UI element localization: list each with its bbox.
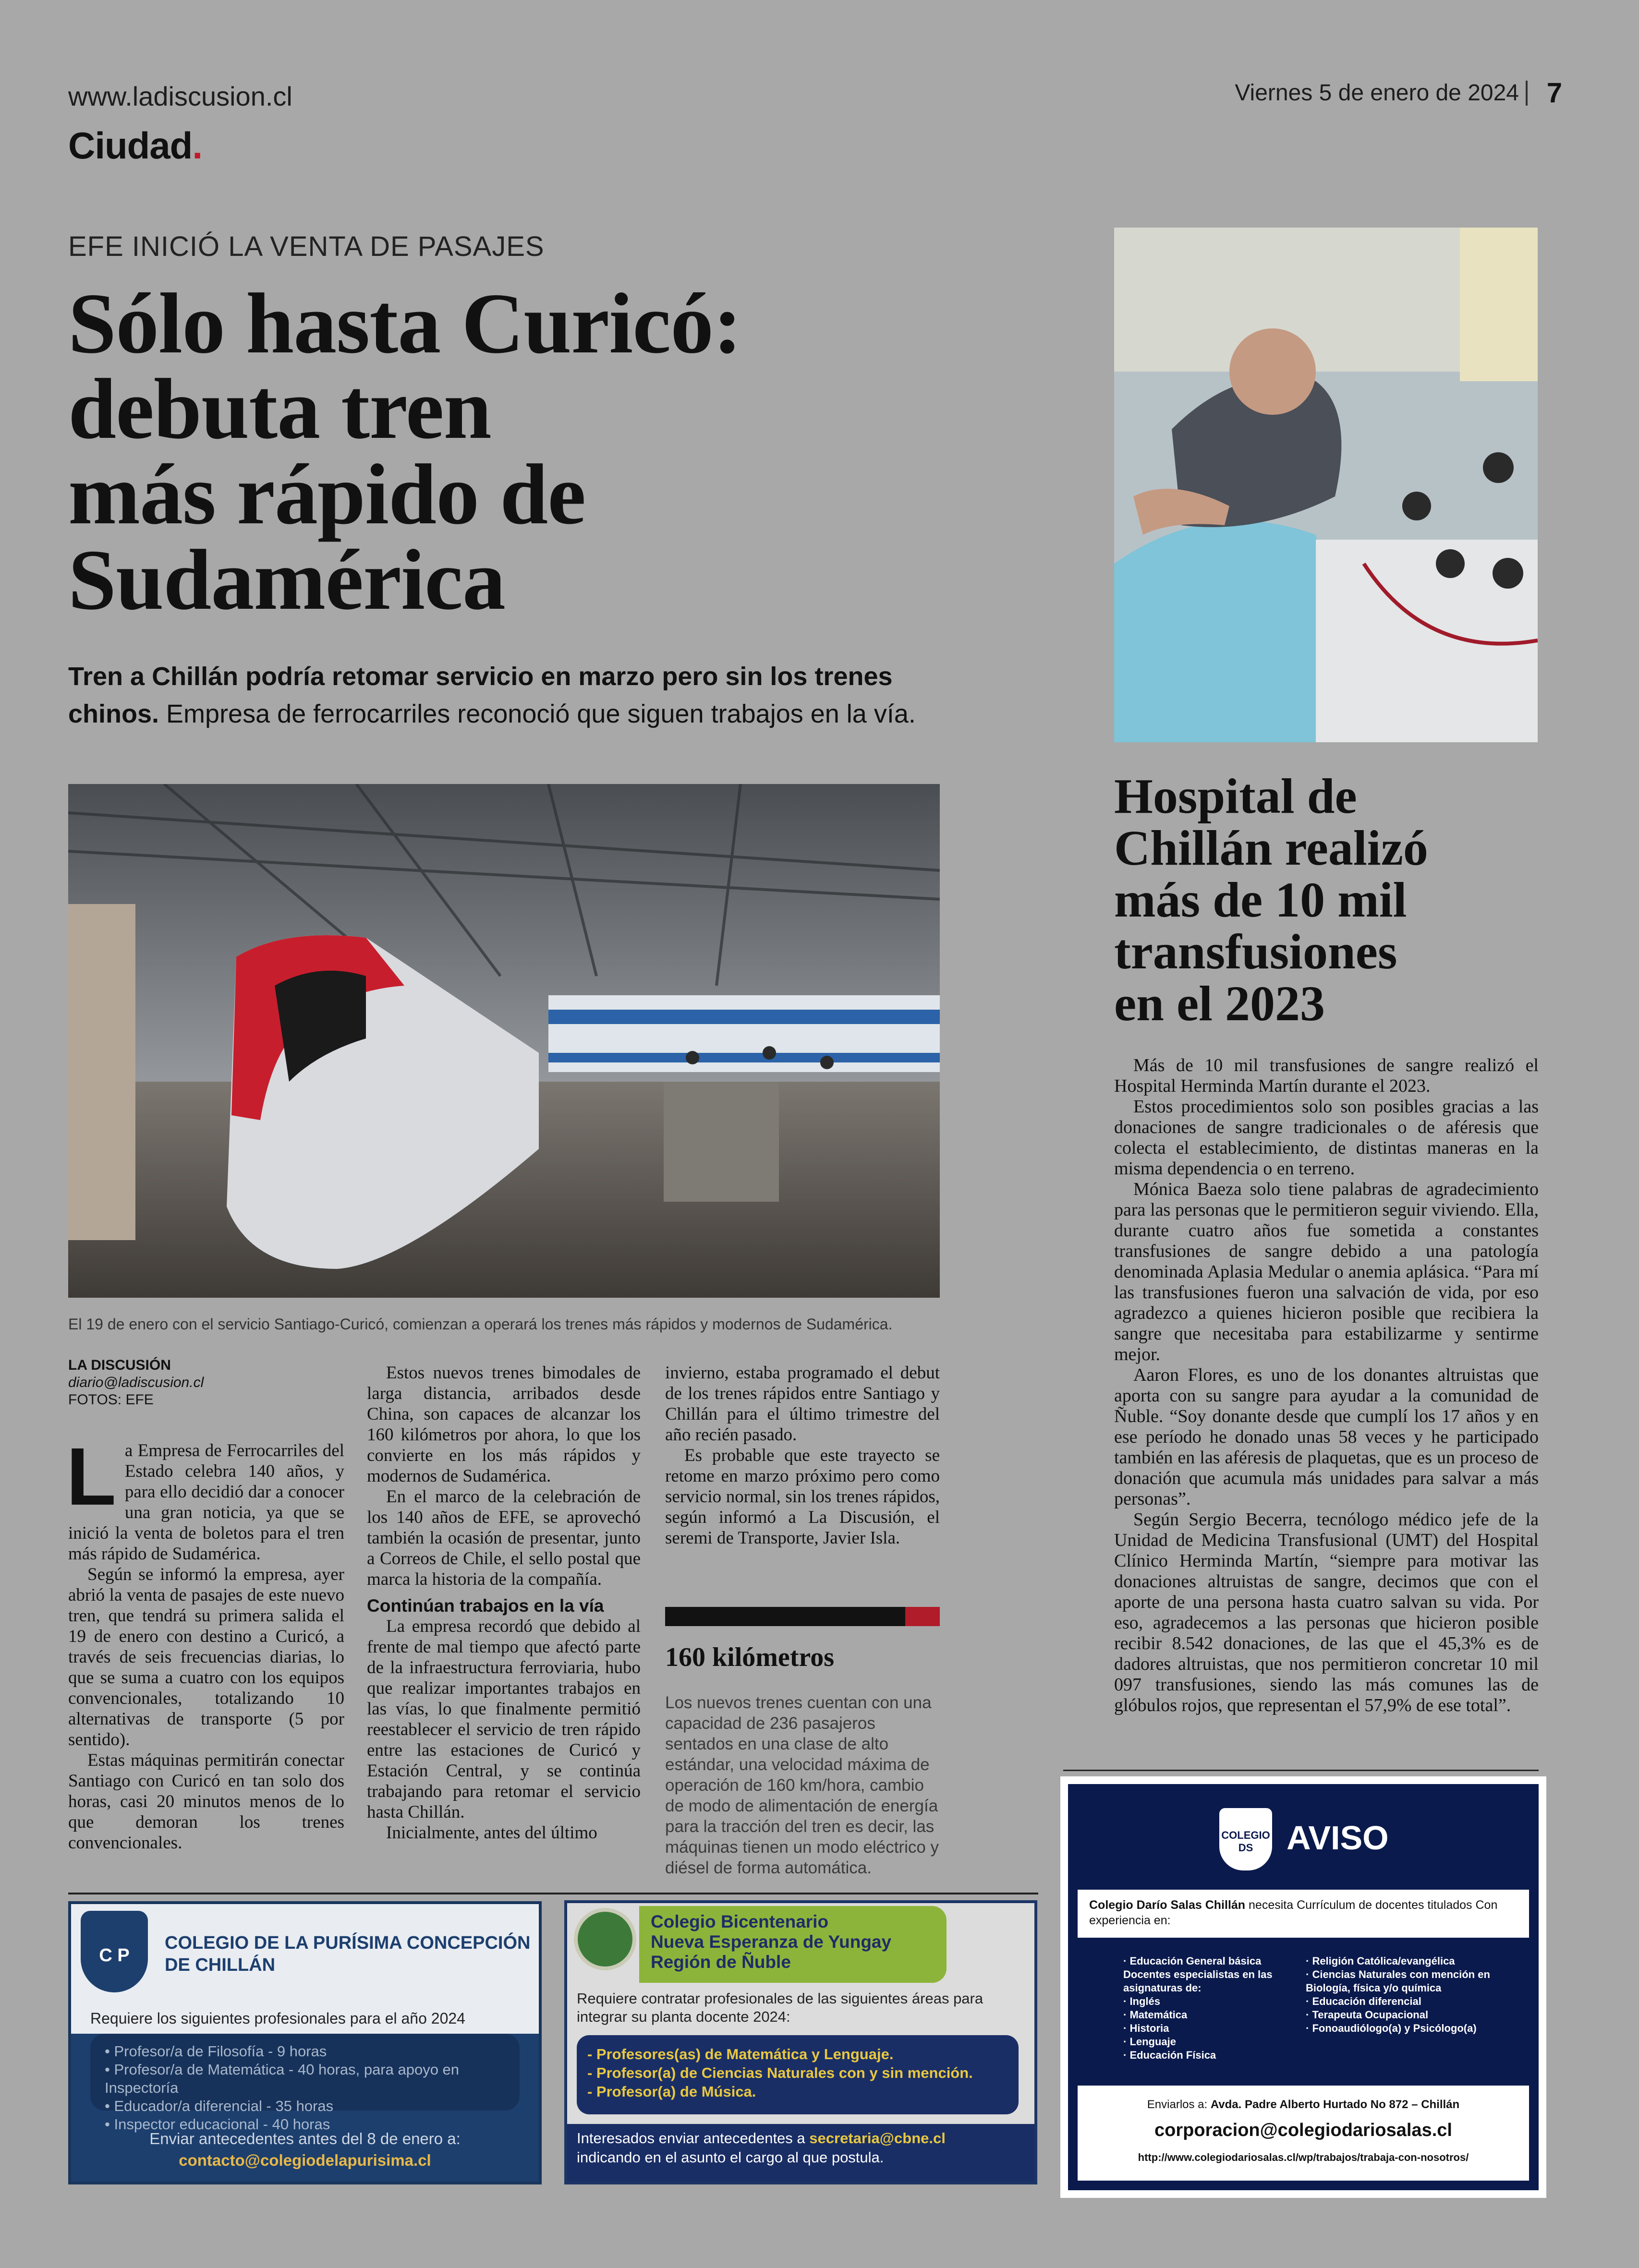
side-divider xyxy=(1063,1770,1539,1771)
article-column-1 xyxy=(66,1431,344,1853)
section-title xyxy=(68,124,202,168)
deck-regular: Empresa de ferrocarriles reconoció que siguen trabajos en la vía. xyxy=(159,700,916,728)
ad-title-line: COLEGIO DE LA PURÍSIMA CONCEPCIÓN xyxy=(165,1933,531,1953)
train-station-image xyxy=(68,784,940,1298)
drop-cap: L xyxy=(66,1431,116,1522)
ad-item: · Matemática xyxy=(1123,2009,1188,2021)
subheading: Continúan trabajos en la vía xyxy=(367,1596,604,1616)
headline-line: Sólo hasta Curicó: xyxy=(68,276,742,371)
ad-email[interactable]: contacto@colegiodelapurisima.cl xyxy=(179,2151,431,2169)
ad-item: · Terapeuta Ocupacional xyxy=(1306,2009,1429,2021)
ad-item: • Educador/a diferencial - 35 horas xyxy=(105,2098,334,2114)
paragraph: a Empresa de Ferrocarriles del Estado celebra 140 años, y para ello decidió dar a conocer una gran noticia, ya que se inició la venta de boletos para el tren más rápido de Sudamérica. xyxy=(68,1441,344,1564)
ad-footer xyxy=(567,2124,1034,2182)
ad-item: - Profesores(as) de Matemática y Lenguaje. xyxy=(587,2046,894,2063)
side-article-body xyxy=(1114,1055,1539,1716)
ad-title-line: Región de Ñuble xyxy=(651,1952,791,1972)
headline-line: más rápido de xyxy=(68,446,586,542)
ad-item: · Historia xyxy=(1123,2022,1169,2034)
ad-item: · Educación General básica xyxy=(1123,1955,1262,1967)
ad-intro-text: necesita Currículum de docentes titulados Con experiencia en: xyxy=(1089,1898,1498,1927)
paragraph: Más de 10 mil transfusiones de sangre realizó el Hospital Herminda Martín durante el 2023. xyxy=(1114,1055,1539,1096)
article-headline xyxy=(68,276,981,627)
factbox-rule xyxy=(665,1607,905,1626)
ad-contact xyxy=(1078,2086,1529,2181)
ads-divider xyxy=(68,1893,1038,1894)
ad-item: · Ciencias Naturales con mención en Biología, física y/o química xyxy=(1306,1968,1490,1994)
photo-caption: El 19 de enero con el servicio Santiago-Curicó, comienzan a operará los trenes más rápidos y modernos de Sudamérica. xyxy=(68,1315,893,1333)
bicentenario-logo xyxy=(574,1908,636,1970)
paragraph: Estas máquinas permitirán conectar Santiago con Curicó en tan solo dos horas, casi 20 minutos menos de lo que demoran los trenes convencionales. xyxy=(68,1750,344,1853)
ad-footer-text: indicando en el asunto el cargo al que postula. xyxy=(577,2149,884,2166)
hospital-photo xyxy=(1114,228,1538,742)
ad-email[interactable]: secretaria@cbne.cl xyxy=(809,2130,946,2147)
ad-email[interactable]: corporacion@colegiodariosalas.cl xyxy=(1154,2120,1452,2140)
paragraph: Según se informó la empresa, ayer abrió la venta de pasajes de este nuevo tren, que tendrá su primera salida el 19 de enero con destino a Curicó, a través de seis frecuencias diarias, lo que se suma a cuatro con los equipos convencionales, totalizando 10 alternativas de transporte (5 por sentido). xyxy=(68,1565,344,1749)
headline-line: en el 2023 xyxy=(1114,976,1325,1031)
date-divider xyxy=(1526,81,1528,106)
paragraph: Estos procedimientos solo son posibles gracias a las donaciones de sangre tradicionales o de aféresis que colecta el establecimiento, de distintas maneras en la misma dependencia o en terreno. xyxy=(1114,1097,1539,1179)
headline-line: Sudamérica xyxy=(68,532,505,627)
article-deck xyxy=(68,658,957,733)
paragraph: Es probable que este trayecto se retome en marzo próximo pero como servicio normal, sin los trenes rápidos, según informó a La Discusión, el seremi de Transporte, Javier Isla. xyxy=(665,1446,940,1548)
ad-title-line: DE CHILLÁN xyxy=(165,1955,276,1975)
factbox-text: Los nuevos trenes cuentan con una capacidad de 236 pasajeros sentados en una clase de alto estándar, una velocidad máxima de operación de 160 km/hora, cambio de modo de alimentación de energía para la tracción del tren es decir, las máquinas tienen un modo eléctrico y diésel de forma automática. xyxy=(665,1693,939,1877)
ad-item: • Profesor/a de Filosofía - 9 horas xyxy=(105,2043,327,2060)
section-name: Ciudad xyxy=(68,124,193,167)
article-column-3 xyxy=(665,1363,940,1548)
blood-donor-image xyxy=(1114,228,1538,742)
headline-line: Hospital de xyxy=(1114,769,1357,824)
ad-item: · Fonoaudiólogo(a) y Psicólogo(a) xyxy=(1306,2022,1477,2034)
factbox-title: 160 kilómetros xyxy=(665,1642,835,1672)
ad-title-line: Nueva Esperanza de Yungay xyxy=(651,1932,892,1952)
byline xyxy=(68,1357,337,1409)
ad-title-line: Colegio Bicentenario xyxy=(651,1912,829,1931)
purisima-logo: C P xyxy=(81,1911,148,1992)
byline-photos: FOTOS: EFE xyxy=(68,1392,154,1408)
article-kicker: EFE INICIÓ LA VENTA DE PASAJES xyxy=(68,231,545,262)
paragraph: La empresa recordó que debido al frente de mal tiempo que afectó parte de la infraestructura ferroviaria, hubo que realizar importantes trabajos en las vías, lo que finalmente permitió reestablecer el servicio de tren rápido entre las estaciones de Curicó y Estación Central, y se continúa trabajando para retomar el servicio hasta Chillán. xyxy=(367,1617,641,1822)
ad-title: AVISO xyxy=(1287,1819,1389,1857)
ad-address-line: Enviarlos a: Avda. Padre Alberto Hurtado No 872 – Chillán xyxy=(1147,2098,1460,2111)
ad-intro: Requiere contratar profesionales de las siguientes áreas para integrar su planta docente 2024: xyxy=(577,1990,983,2025)
headline-line: transfusiones xyxy=(1114,924,1397,979)
paragraph: Mónica Baeza solo tiene palabras de agradecimiento para las personas que le permitieron seguir viviendo. Ella, durante cuatro años fue sometida a constantes transfusiones de sangre debido a una patología denominada Aplasia Medular o anemia aplásica. “Para mí las transfusiones fueron una salvación de vida, por eso agradezco a quienes hicieron posible que recibiera la sangre que necesitaba para estabilizarme y sentirme mejor. xyxy=(1114,1179,1539,1364)
train-photo xyxy=(68,784,940,1298)
deck-bold: Tren a Chillán podría retomar servicio en marzo pero sin los trenes chinos. xyxy=(68,662,893,728)
ad-footer-text: Interesados enviar antecedentes a xyxy=(577,2130,810,2147)
paragraph: invierno, estaba programado el debut de los trenes rápidos entre Santiago y Chillán para el último trimestre del año recién pasado. xyxy=(665,1363,940,1445)
issue-date: Viernes 5 de enero de 2024 xyxy=(1235,80,1519,106)
ad-intro xyxy=(1078,1890,1529,1938)
ad-title xyxy=(165,1932,530,1976)
site-url[interactable]: www.ladiscusion.cl xyxy=(68,81,292,111)
paragraph: En el marco de la celebración de los 140 años de EFE, se aprovechó también la ocasión de presentar, junto a Correos de Chile, el sello postal que marca la historia de la compañía. xyxy=(367,1487,641,1589)
page-number: 7 xyxy=(1546,77,1562,109)
byline-email[interactable]: diario@ladiscusion.cl xyxy=(68,1375,204,1390)
ad-url[interactable]: http://www.colegiodariosalas.cl/wp/trabajos/trabaja-con-nosotros/ xyxy=(1138,2151,1469,2163)
paragraph: Inicialmente, antes del último xyxy=(386,1823,597,1843)
ad-list-left xyxy=(1123,1954,1296,2062)
paragraph: Aaron Flores, es uno de los donantes altruistas que aporta con su sangre para ayudar a la comunidad de Ñuble. “Soy donante desde que cumplí los 17 años y en ese período he donado unas 58 veces y he participado también en las aféresis de plaquetas, que es un proceso de donación que acumula más unidades para salvar a más personas”. xyxy=(1114,1365,1539,1509)
ad-item: · Lenguaje xyxy=(1123,2036,1177,2048)
ad-item: - Profesor(a) de Ciencias Naturales con y sin mención. xyxy=(587,2064,973,2081)
side-headline xyxy=(1114,771,1546,1030)
headline-line: Chillán realizó xyxy=(1114,820,1428,876)
ad-item: - Profesor(a) de Música. xyxy=(587,2083,756,2100)
ad-address: Avda. Padre Alberto Hurtado No 872 – Chillán xyxy=(1210,2098,1460,2111)
section-dot: . xyxy=(192,124,202,167)
factbox-rule-accent xyxy=(905,1607,940,1626)
ad-bicentenario xyxy=(564,1900,1037,2184)
paragraph: Según Sergio Becerra, tecnólogo médico jefe de la Unidad de Medicina Transfusional (UMT) del Hospital Clínico Herminda Martín, “siempre para motivar las donaciones altruistas de sangre, decimos que con el aporte de una persona hasta cuatro salvan su vida. Por eso, agradecemos a las personas que hicieron posible recibir 8.542 donaciones, de las que el 45,3% es de dadores altruistas, que nos permitieron concretar 10 mil 097 transfusiones, siendo las más comunes las de glóbulos rojos, que representan el 57,9% de ese total”. xyxy=(1114,1509,1539,1715)
ad-footer: Enviar antecedentes antes del 8 de enero a: xyxy=(149,2130,461,2147)
headline-line: más de 10 mil xyxy=(1114,872,1407,928)
ad-list-right xyxy=(1306,1954,1498,2035)
ad-items xyxy=(577,2035,1019,2114)
ad-item: · Educación Física xyxy=(1123,2049,1216,2061)
headline-line: debuta tren xyxy=(68,361,491,457)
ad-item: · Religión Católica/evangélica xyxy=(1306,1955,1455,1967)
ad-dario-salas xyxy=(1060,1776,1546,2198)
ad-items xyxy=(90,2034,520,2133)
ad-intro-bold: Colegio Darío Salas Chillán xyxy=(1089,1898,1246,1912)
ad-purisima xyxy=(68,1901,542,2184)
ad-panel xyxy=(1068,1784,1539,2190)
article-column-2 xyxy=(367,1363,641,1843)
paragraph: Estos nuevos trenes bimodales de larga distancia, arribados desde China, son capaces de alcanzar los 160 kilómetros por ahora, lo que los convierte en los más rápidos y modernos de Sudamérica. xyxy=(367,1363,641,1486)
ad-intro: Requiere los siguientes profesionales para el año 2024 xyxy=(71,2005,539,2034)
ad-title xyxy=(639,1906,947,1983)
byline-name: LA DISCUSIÓN xyxy=(68,1357,171,1373)
ad-item: · Educación diferencial xyxy=(1306,1995,1421,2007)
dario-salas-logo: COLEGIO DS xyxy=(1219,1808,1272,1870)
ad-item: • Inspector educacional - 40 horas xyxy=(105,2116,330,2133)
ad-item: Docentes especialistas en las asignaturas de: xyxy=(1123,1968,1273,1994)
ad-item: · Inglés xyxy=(1123,1995,1161,2007)
ad-item: • Profesor/a de Matemática - 40 horas, para apoyo en Inspectoría xyxy=(105,2061,460,2096)
